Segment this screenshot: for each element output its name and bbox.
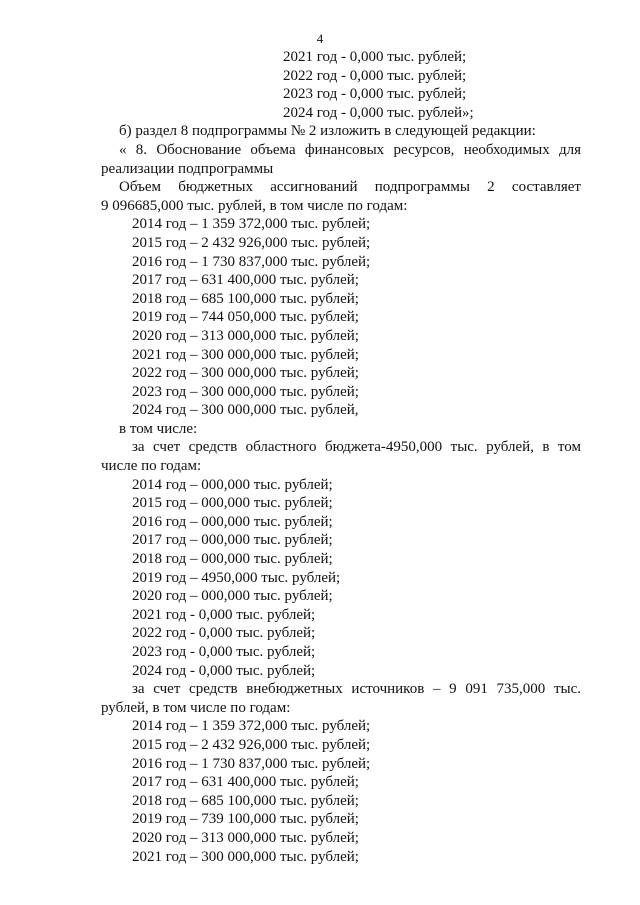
year-item: 2017 год – 631 400,000 тыс. рублей;	[132, 272, 359, 289]
volume-statement-line: 9 096685,000 тыс. рублей, в том числе по годам:	[101, 197, 408, 214]
top-year-list	[101, 48, 581, 122]
extrabudget-line: рублей, в том числе по годам:	[101, 699, 291, 716]
year-item: 2022 год – 300 000,000 тыс. рублей;	[132, 365, 359, 382]
year-item: 2021 год – 300 000,000 тыс. рублей;	[132, 346, 359, 363]
year-item: 2015 год – 2 432 926,000 тыс. рублей;	[132, 736, 371, 753]
regional-by-year-list	[101, 476, 581, 681]
year-item: 2024 год - 0,000 тыс. рублей;	[132, 662, 316, 679]
year-item: 2017 год – 000,000 тыс. рублей;	[132, 532, 333, 549]
top-year-item: 2021 год - 0,000 тыс. рублей;	[283, 49, 467, 65]
top-year-item: 2023 год - 0,000 тыс. рублей;	[283, 86, 467, 103]
year-item: 2016 год – 1 730 837,000 тыс. рублей;	[132, 755, 371, 772]
year-item: 2021 год – 300 000,000 тыс. рублей;	[132, 848, 359, 865]
extrabudget-line: за счет средств внебюджетных источников – 9 091 735,000 тыс.	[132, 681, 581, 698]
section-heading-line: « 8. Обоснование объема финансовых ресурсов, необходимых для	[119, 141, 581, 158]
year-item: 2023 год - 0,000 тыс. рублей;	[132, 644, 316, 660]
volume-statement-line: Объем бюджетных ассигнований подпрограммы 2 составляет	[119, 179, 581, 196]
document-body	[101, 48, 581, 866]
page-number: 4	[316, 31, 324, 46]
year-item: 2018 год – 000,000 тыс. рублей;	[132, 551, 333, 568]
year-item: 2014 год – 1 359 372,000 тыс. рублей;	[132, 718, 371, 735]
year-item: 2019 год – 739 100,000 тыс. рублей;	[132, 811, 359, 828]
year-item: 2015 год – 000,000 тыс. рублей;	[132, 495, 333, 512]
year-item: 2021 год - 0,000 тыс. рублей;	[132, 606, 316, 623]
year-item: 2014 год – 1 359 372,000 тыс. рублей;	[132, 216, 371, 233]
year-item: 2019 год – 4950,000 тыс. рублей;	[132, 569, 341, 586]
year-item: 2018 год – 685 100,000 тыс. рублей;	[132, 792, 359, 809]
section-b-instruction: б) раздел 8 подпрограммы № 2 изложить в следующей редакции:	[119, 123, 536, 140]
including-label: в том числе:	[119, 420, 198, 437]
year-item: 2019 год – 744 050,000 тыс. рублей;	[132, 309, 359, 326]
year-item: 2020 год – 313 000,000 тыс. рублей;	[132, 327, 359, 344]
year-item: 2017 год – 631 400,000 тыс. рублей;	[132, 774, 359, 791]
regional-budget-line: за счет средств областного бюджета-4950,000 тыс. рублей, в том	[132, 439, 581, 456]
year-item: 2014 год – 000,000 тыс. рублей;	[132, 476, 333, 493]
top-year-item: 2022 год - 0,000 тыс. рублей;	[283, 67, 467, 84]
top-year-item: 2024 год - 0,000 тыс. рублей»;	[283, 104, 474, 121]
year-item: 2016 год – 000,000 тыс. рублей;	[132, 513, 333, 530]
extrabudget-by-year-list	[101, 717, 581, 866]
year-item: 2015 год – 2 432 926,000 тыс. рублей;	[132, 234, 371, 251]
regional-budget-line: числе по годам:	[101, 458, 202, 475]
year-item: 2020 год – 000,000 тыс. рублей;	[132, 588, 333, 605]
section-heading-line: реализации подпрограммы	[101, 160, 274, 177]
year-item: 2016 год – 1 730 837,000 тыс. рублей;	[132, 253, 371, 270]
year-item: 2023 год – 300 000,000 тыс. рублей;	[132, 383, 359, 400]
year-item: 2018 год – 685 100,000 тыс. рублей;	[132, 290, 359, 307]
total-by-year-list	[101, 215, 581, 420]
year-item: 2020 год – 313 000,000 тыс. рублей;	[132, 829, 359, 846]
year-item: 2022 год - 0,000 тыс. рублей;	[132, 625, 316, 642]
year-item: 2024 год – 300 000,000 тыс. рублей,	[132, 402, 359, 419]
